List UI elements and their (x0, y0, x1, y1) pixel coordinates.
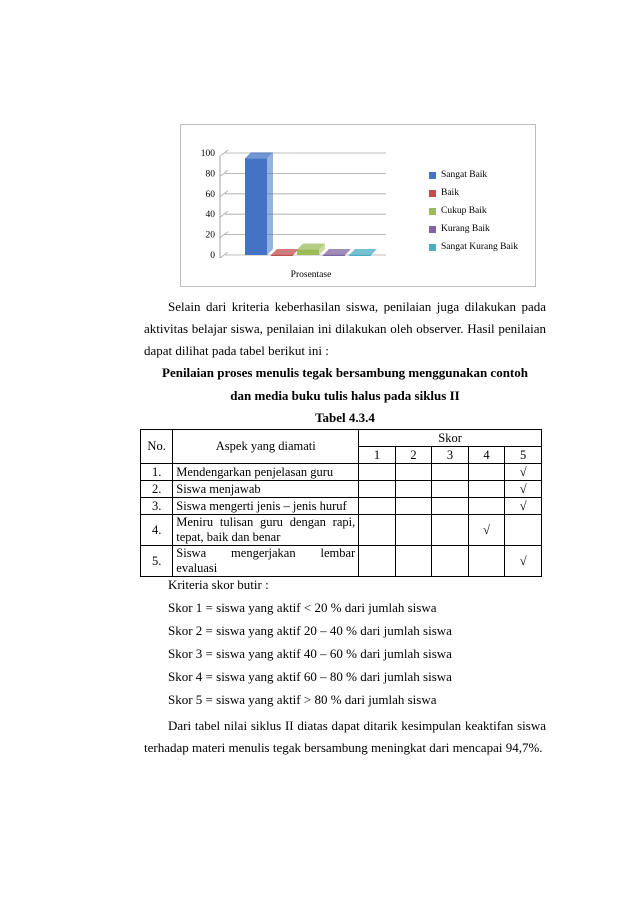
y-tick-label: 20 (205, 230, 215, 241)
row-score-cell: √ (505, 546, 542, 577)
bar-front (349, 255, 371, 256)
row-aspek: Siswa mengerti jenis – jenis huruf (173, 498, 359, 515)
row-aspek: Mendengarkan penjelasan guru (173, 464, 359, 481)
bar-top (323, 249, 351, 255)
row-score-cell (395, 481, 432, 498)
header-score-1: 1 (359, 447, 396, 464)
legend-item (429, 220, 518, 238)
criteria-line: Skor 2 = siswa yang aktif 20 – 40 % dari jumlah siswa (168, 623, 452, 638)
chart-legend (429, 166, 518, 256)
row-score-cell: √ (505, 464, 542, 481)
criteria-heading: Kriteria skor butir : (168, 577, 269, 592)
table-caption-line2: dan media buku tulis halus pada siklus II (230, 388, 460, 403)
row-score-cell (468, 546, 505, 577)
row-score-cell (468, 464, 505, 481)
row-score-cell (468, 481, 505, 498)
row-number: 3. (141, 498, 173, 515)
table-caption-line1: Penilaian proses menulis tegak bersambung menggunakan contoh (162, 365, 528, 380)
table-row (141, 464, 542, 481)
bar-top (349, 249, 377, 255)
legend-item (429, 202, 518, 220)
chart-container (180, 124, 536, 287)
criteria-line: Skor 3 = siswa yang aktif 40 – 60 % dari jumlah siswa (168, 646, 452, 661)
row-score-cell (432, 515, 469, 546)
bar-front (271, 255, 293, 256)
legend-label: Cukup Baik (441, 206, 487, 216)
header-score-3: 3 (432, 447, 469, 464)
legend-swatch (429, 226, 436, 233)
criteria-line: Skor 4 = siswa yang aktif 60 – 80 % dari jumlah siswa (168, 669, 452, 684)
row-score-cell (432, 464, 469, 481)
row-score-cell (432, 498, 469, 515)
row-number: 5. (141, 546, 173, 577)
paragraph-intro: Selain dari kriteria keberhasilan siswa, penilaian juga dilakukan pada aktivitas belajar siswa, penilaian ini dilakukan oleh observer. Hasil penilaian dapat dilihat pada tabel berikut ini : (144, 299, 546, 358)
legend-swatch (429, 190, 436, 197)
row-score-cell (468, 498, 505, 515)
row-number: 1. (141, 464, 173, 481)
legend-item (429, 238, 518, 256)
row-score-cell (359, 498, 396, 515)
y-tick-label: 80 (205, 169, 215, 180)
paragraph-conclusion: Dari tabel nilai siklus II diatas dapat ditarik kesimpulan keaktifan siswa terhadap materi menulis tegak bersambung meningkat dari mencapai 94,7%. (144, 718, 546, 755)
header-score-5: 5 (505, 447, 542, 464)
score-table (140, 429, 542, 577)
bar-top (271, 249, 299, 255)
row-score-cell (395, 498, 432, 515)
row-number: 4. (141, 515, 173, 546)
row-score-cell (432, 546, 469, 577)
row-score-cell (359, 464, 396, 481)
table-row (141, 515, 542, 546)
bar-front (323, 255, 345, 256)
criteria-line: Skor 5 = siswa yang aktif > 80 % dari jumlah siswa (168, 692, 437, 707)
header-no: No. (141, 430, 173, 464)
row-aspek: Siswa mengerjakan lembar evaluasi (173, 546, 359, 577)
table-number: Tabel 4.3.4 (315, 410, 375, 425)
row-score-cell (395, 464, 432, 481)
y-tick-label: 40 (205, 210, 215, 221)
legend-item (429, 166, 518, 184)
legend-item (429, 184, 518, 202)
legend-label: Kurang Baik (441, 224, 490, 234)
header-skor: Skor (359, 430, 542, 447)
row-score-cell (359, 546, 396, 577)
legend-label: Sangat Baik (441, 170, 488, 180)
legend-label: Sangat Kurang Baik (441, 242, 519, 252)
row-score-cell: √ (505, 498, 542, 515)
header-score-2: 2 (395, 447, 432, 464)
table-row (141, 481, 542, 498)
row-score-cell (432, 481, 469, 498)
y-tick-label: 100 (200, 149, 215, 159)
legend-swatch (429, 244, 436, 251)
legend-swatch (429, 172, 436, 179)
bar-cukup-baik (297, 244, 325, 255)
row-score-cell (505, 515, 542, 546)
bar-sangat-baik (245, 152, 273, 255)
bar-front (245, 158, 267, 255)
row-score-cell (359, 481, 396, 498)
row-score-cell (359, 515, 396, 546)
table-row (141, 498, 542, 515)
legend-label: Baik (441, 188, 459, 198)
x-category-label: Prosentase (290, 270, 332, 280)
row-aspek: Siswa menjawab (173, 481, 359, 498)
row-score-cell (395, 546, 432, 577)
header-aspek: Aspek yang diamati (173, 430, 359, 464)
table-row (141, 546, 542, 577)
row-score-cell (395, 515, 432, 546)
criteria-line: Skor 1 = siswa yang aktif < 20 % dari jumlah siswa (168, 600, 437, 615)
legend-swatch (429, 208, 436, 215)
bar-side (267, 152, 273, 255)
row-aspek: Meniru tulisan guru dengan rapi, tepat, baik dan benar (173, 515, 359, 546)
y-tick-label: 0 (210, 251, 215, 261)
header-score-4: 4 (468, 447, 505, 464)
row-number: 2. (141, 481, 173, 498)
bar-front (297, 250, 319, 255)
row-score-cell: √ (505, 481, 542, 498)
y-tick-label: 60 (205, 189, 215, 200)
row-score-cell: √ (468, 515, 505, 546)
